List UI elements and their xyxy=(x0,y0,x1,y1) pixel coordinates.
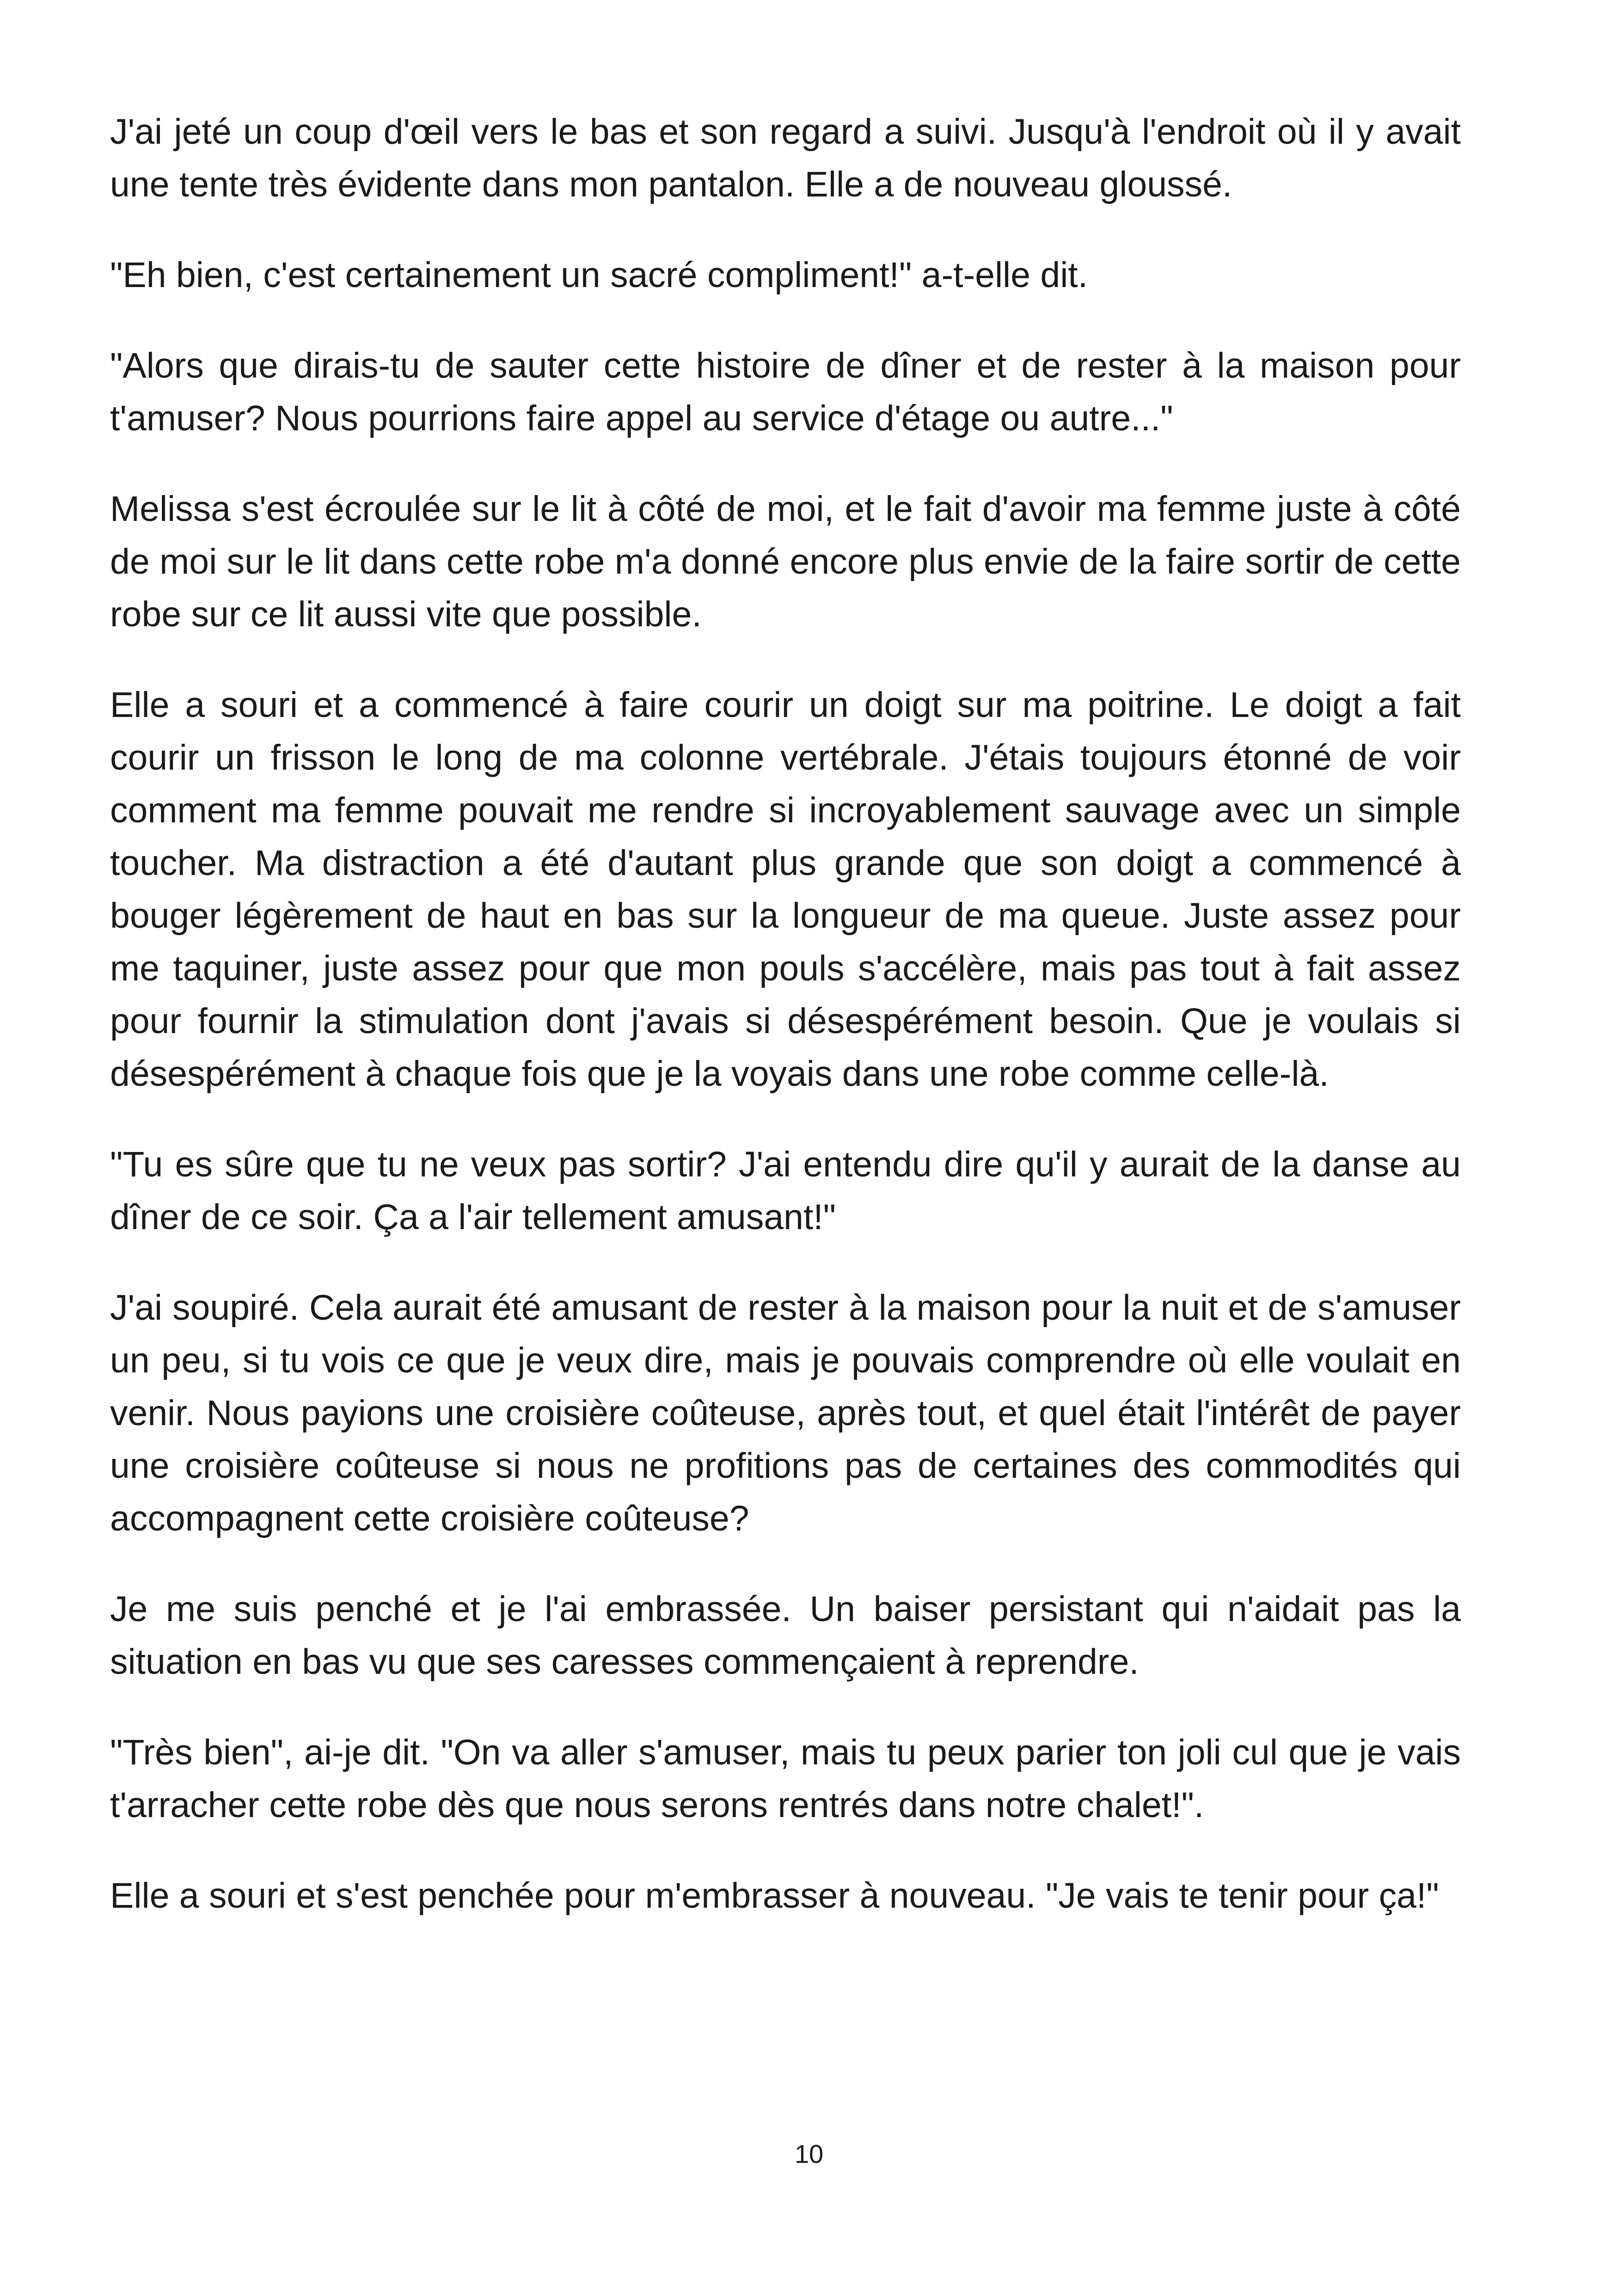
paragraph: Je me suis penché et je l'ai embrassée. Un baiser persistant qui n'aidait pas la situation en bas vu que ses caresses commençaient à reprendre. xyxy=(110,1589,1461,1682)
paragraph: "Très bien", ai-je dit. "On va aller s'amuser, mais tu peux parier ton joli cul que je vais t'arracher cette robe dès que nous serons rentrés dans notre chalet!". xyxy=(110,1733,1461,1825)
paragraph: "Alors que dirais-tu de sauter cette histoire de dîner et de rester à la maison pour t'amuser? Nous pourrions faire appel au service d'étage ou autre..." xyxy=(110,346,1461,438)
paragraph: "Tu es sûre que tu ne veux pas sortir? J'ai entendu dire qu'il y aurait de la danse au dîner de ce soir. Ça a l'air tellement amusant!" xyxy=(110,1145,1461,1237)
paragraph: J'ai soupiré. Cela aurait été amusant de rester à la maison pour la nuit et de s'amuser un peu, si tu vois ce que je veux dire, mais je pouvais comprendre où elle voulait en venir. Nous payions une croisière coûteuse, après tout, et quel était l'intérêt de payer une croisière coûteuse si nous ne profitions pas de certaines des commodités qui accompagnent cette croisière coûteuse? xyxy=(110,1288,1461,1538)
paragraph: Elle a souri et a commencé à faire courir un doigt sur ma poitrine. Le doigt a fait courir un frisson le long de ma colonne vertébrale. J'étais toujours étonné de voir comment ma femme pouvait me rendre si incroyablement sauvage avec un simple toucher. Ma distraction a été d'autant plus grande que son doigt a commencé à bouger légèrement de haut en bas sur la longueur de ma queue. Juste assez pour me taquiner, juste assez pour que mon pouls s'accélère, mais pas tout à fait assez pour fournir la stimulation dont j'avais si désespérément besoin. Que je voulais si désespérément à chaque fois que je la voyais dans une robe comme celle-là. xyxy=(110,685,1461,1094)
body-text xyxy=(110,105,1461,1960)
paragraph: Melissa s'est écroulée sur le lit à côté de moi, et le fait d'avoir ma femme juste à côté de moi sur le lit dans cette robe m'a donné encore plus envie de la faire sortir de cette robe sur ce lit aussi vite que possible. xyxy=(110,489,1461,634)
paragraph: "Eh bien, c'est certainement un sacré compliment!" a-t-elle dit. xyxy=(110,255,1088,295)
paragraph: Elle a souri et s'est penchée pour m'embrasser à nouveau. "Je vais te tenir pour ça!" xyxy=(110,1876,1439,1916)
page-number: 10 xyxy=(794,2139,824,2168)
paragraph: J'ai jeté un coup d'œil vers le bas et son regard a suivi. Jusqu'à l'endroit où il y avait une tente très évidente dans mon pantalon. Elle a de nouveau gloussé. xyxy=(110,112,1461,204)
